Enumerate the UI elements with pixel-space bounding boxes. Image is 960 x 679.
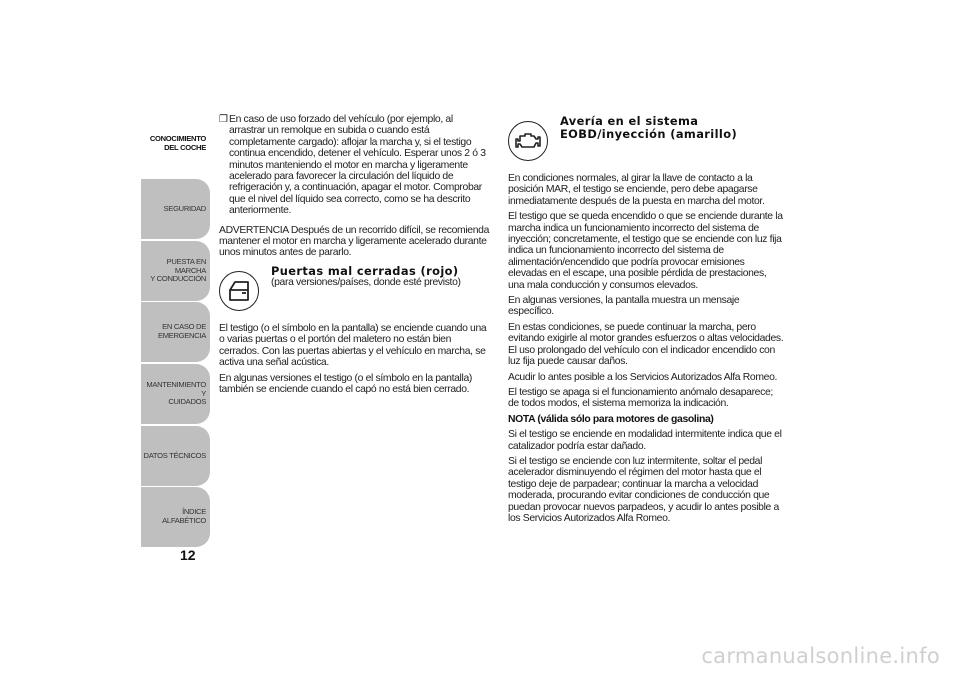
warning-paragraph: ADVERTENCIA Después de un recorrido difícil, se recomienda mantener el motor en marcha y ligeramente acelerado durante unos minutos antes de pararlo. xyxy=(219,224,489,259)
tab-seguridad[interactable]: SEGURIDAD xyxy=(141,179,210,239)
tab-indice-alfabetico[interactable]: ÍNDICE ALFABÉTICO xyxy=(141,487,210,547)
section-subtitle-doors: (para versiones/países, donde esté previsto) xyxy=(271,277,461,289)
section-title-eobd-line2: EOBD/inyección (amarillo) xyxy=(560,126,738,141)
eobd-section-header xyxy=(508,115,784,161)
doors-section-header xyxy=(219,265,491,311)
right-column xyxy=(508,115,784,528)
paragraph: En condiciones normales, al girar la llave de contacto a la posición MAR, el testigo se enciende, pero debe apagarse inmediatamente después de la puesta en marcha del motor. xyxy=(508,173,765,207)
tab-mantenimiento[interactable]: MANTENIMIENTO Y CUIDADOS xyxy=(141,364,210,424)
door-open-warning-icon xyxy=(219,271,259,311)
tab-datos-tecnicos[interactable]: DATOS TÉCNICOS xyxy=(141,426,210,486)
paragraph: El testigo se apaga si el funcionamiento anómalo desaparece; de todos modos, el sistema memoriza la indicación. xyxy=(508,386,773,410)
tab-en-caso-de-emergencia[interactable]: EN CASO DE EMERGENCIA xyxy=(141,302,210,362)
paragraph: El testigo que se queda encendido o que se enciende durante la marcha indica un funcionamiento incorrecto del sistema de inyección; concretamente, el testigo que se enciende con luz fija indica un funcionamiento incorrecto del sistema de alimentación/encendido que podría provocar emisiones elevadas en el escape, una posible pérdida de prestaciones, una mala conducción y consumos elevados. xyxy=(508,211,783,291)
section-title-eobd-line1: Avería en el sistema xyxy=(560,114,699,128)
page-number: 12 xyxy=(180,547,196,563)
engine-check-icon xyxy=(508,121,548,161)
section-title-doors: Puertas mal cerradas (rojo) xyxy=(271,263,459,278)
paragraph: En algunas versiones el testigo (o el símbolo en la pantalla) también se enciende cuando el capó no está bien cerrado. xyxy=(219,372,473,395)
tab-conocimiento-del-coche[interactable]: CONOCIMIENTO DEL COCHE xyxy=(141,114,210,174)
checkbox-bullet-icon: ❒ xyxy=(219,114,228,125)
watermark: carmanualsonline.info xyxy=(701,644,940,668)
tab-puesta-en-marcha[interactable]: PUESTA EN MARCHA Y CONDUCCIÓN xyxy=(141,241,210,301)
paragraph: El testigo (o el símbolo en la pantalla) se enciende cuando una o varias puertas o el portón del maletero no están bien cerrados. Con las puertas abiertas y el vehículo en marcha, se activa una señal acústica. xyxy=(219,322,487,369)
bullet-text: En caso de uso forzado del vehículo (por ejemplo, al arrastrar un remolque en subida o cuando está completamente cargado): aflojar la marcha y, si el testigo continua encendido, detener el vehículo. Esperar unos 2 ó 3 minutos manteniendo el motor en marcha y ligeramente acelerado para favorecer la circulación del líquido de refrigeración y, a continuación, apagar el motor. Comprobar que el nivel del líquido sea correcto, como se ha descrito anteriormente. xyxy=(229,114,486,217)
paragraph: Si el testigo se enciende en modalidad intermitente indica que el catalizador podría estar dañado. xyxy=(508,429,782,452)
nota-heading: NOTA (válida sólo para motores de gasolina) xyxy=(508,413,714,425)
paragraph: En algunas versiones, la pantalla muestra un mensaje específico. xyxy=(508,295,740,318)
paragraph: Acudir lo antes posible a los Servicios Autorizados Alfa Romeo. xyxy=(508,371,778,383)
left-column xyxy=(219,114,491,399)
paragraph: Si el testigo se enciende con luz intermitente, soltar el pedal acelerador disminuyendo el régimen del motor hasta que el testigo deje de parpadear; continuar la marcha a velocidad moderada, procurando evitar condiciones de conducción que puedan provocar nuevos parpadeos, y acudir lo antes posible a los Servicios Autorizados Alfa Romeo. xyxy=(508,455,779,524)
paragraph: En estas condiciones, se puede continuar la marcha, pero evitando exigirle al motor grandes esfuerzos o altas velocidades. El uso prolongado del vehículo con el indicador encendido con luz fija puede causar daños. xyxy=(508,321,784,368)
bullet-item xyxy=(219,114,491,217)
